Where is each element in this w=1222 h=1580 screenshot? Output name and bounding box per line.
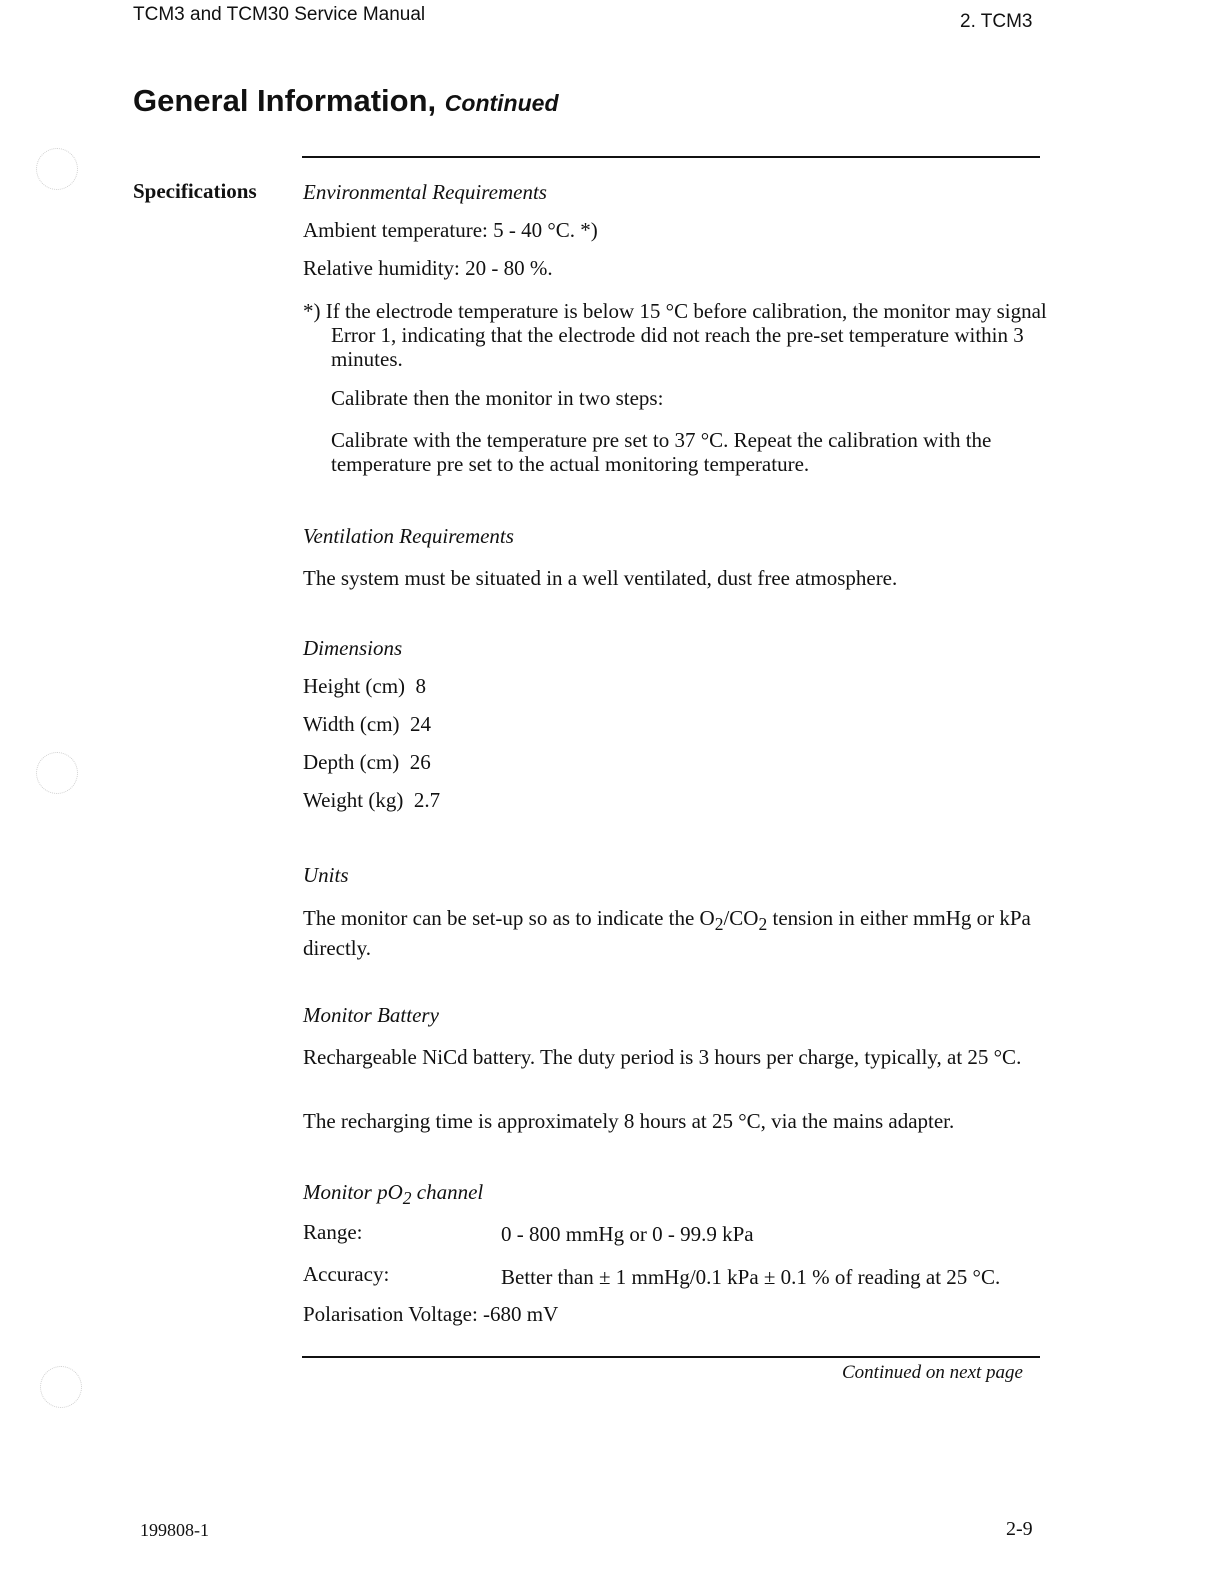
page-title-continued: Continued <box>444 90 559 116</box>
top-rule <box>302 156 1040 158</box>
battery-recharge-text: The recharging time is approximately 8 hours at 25 °C, via the mains adapter. <box>303 1109 955 1133</box>
section-heading-ventilation: Ventilation Requirements <box>303 524 514 548</box>
dimension-label: Height (cm) <box>303 674 406 698</box>
range-value: 0 - 800 mmHg or 0 - 99.9 kPa <box>501 1222 754 1246</box>
dimension-row <box>303 712 431 736</box>
continued-note: Continued on next page <box>842 1362 1023 1383</box>
dimension-value: 8 <box>415 674 427 698</box>
dimension-row <box>303 788 440 812</box>
section-heading-dimensions: Dimensions <box>303 636 403 660</box>
punch-hole-mark <box>40 1366 82 1408</box>
dimension-label: Depth (cm) <box>303 750 400 774</box>
punch-hole-mark <box>36 148 78 190</box>
page-title-main: General Information, <box>133 83 437 118</box>
page-number: 2-9 <box>1006 1518 1033 1540</box>
subscript: 2 <box>714 914 724 935</box>
po2-heading-part: Monitor pO <box>303 1180 403 1204</box>
section-heading-units: Units <box>303 863 349 887</box>
dimension-value: 2.7 <box>413 788 441 812</box>
relative-humidity: Relative humidity: 20 - 80 %. <box>303 256 553 280</box>
subscript: 2 <box>402 1188 412 1209</box>
calibrate-steps: Calibrate then the monitor in two steps: <box>331 386 664 410</box>
dimension-value: 24 <box>410 712 432 736</box>
section-heading-battery: Monitor Battery <box>303 1003 439 1027</box>
bottom-rule <box>302 1356 1040 1358</box>
units-text-part: /CO <box>723 906 759 930</box>
temperature-note: *) If the electrode temperature is below 15 °C before calibration, the monitor may signal Error 1, indicating that the electrode did not reach the pre-set temperature within 3 minutes. <box>303 299 1047 371</box>
po2-heading-part: channel <box>411 1180 484 1204</box>
document-number: 199808-1 <box>140 1520 209 1540</box>
polarisation-voltage: Polarisation Voltage: -680 mV <box>303 1302 559 1326</box>
ventilation-text: The system must be situated in a well ventilated, dust free atmosphere. <box>303 566 898 590</box>
punch-hole-mark <box>36 752 78 794</box>
accuracy-value: Better than ± 1 mmHg/0.1 kPa ± 0.1 % of reading at 25 °C. <box>501 1265 1001 1289</box>
units-text <box>303 906 1033 960</box>
running-header-right: 2. TCM3 <box>960 11 1033 32</box>
dimension-row <box>303 750 431 774</box>
units-text-part: The monitor can be set-up so as to indicate the O <box>303 906 715 930</box>
dimension-row <box>303 674 426 698</box>
subscript: 2 <box>758 914 768 935</box>
ambient-temperature: Ambient temperature: 5 - 40 °C. *) <box>303 218 598 242</box>
battery-duty-text: Rechargeable NiCd battery. The duty period is 3 hours per charge, typically, at 25 °C. <box>303 1045 1022 1069</box>
page-title <box>133 83 559 119</box>
dimension-label: Weight (kg) <box>303 788 404 812</box>
section-heading-po2 <box>303 1180 483 1209</box>
running-header-left: TCM3 and TCM30 Service Manual <box>133 4 426 25</box>
units-text-part: tension in either mmHg or kPa directly. <box>303 906 1031 961</box>
dimension-value: 26 <box>409 750 431 774</box>
side-heading: Specifications <box>133 179 257 203</box>
dimension-label: Width (cm) <box>303 712 400 736</box>
accuracy-label: Accuracy: <box>303 1262 390 1286</box>
range-label: Range: <box>303 1220 363 1244</box>
section-heading-environmental: Environmental Requirements <box>303 180 547 204</box>
calibrate-detail: Calibrate with the temperature pre set to 37 °C. Repeat the calibration with the temperature pre set to the actual monitoring temperature. <box>331 428 992 476</box>
